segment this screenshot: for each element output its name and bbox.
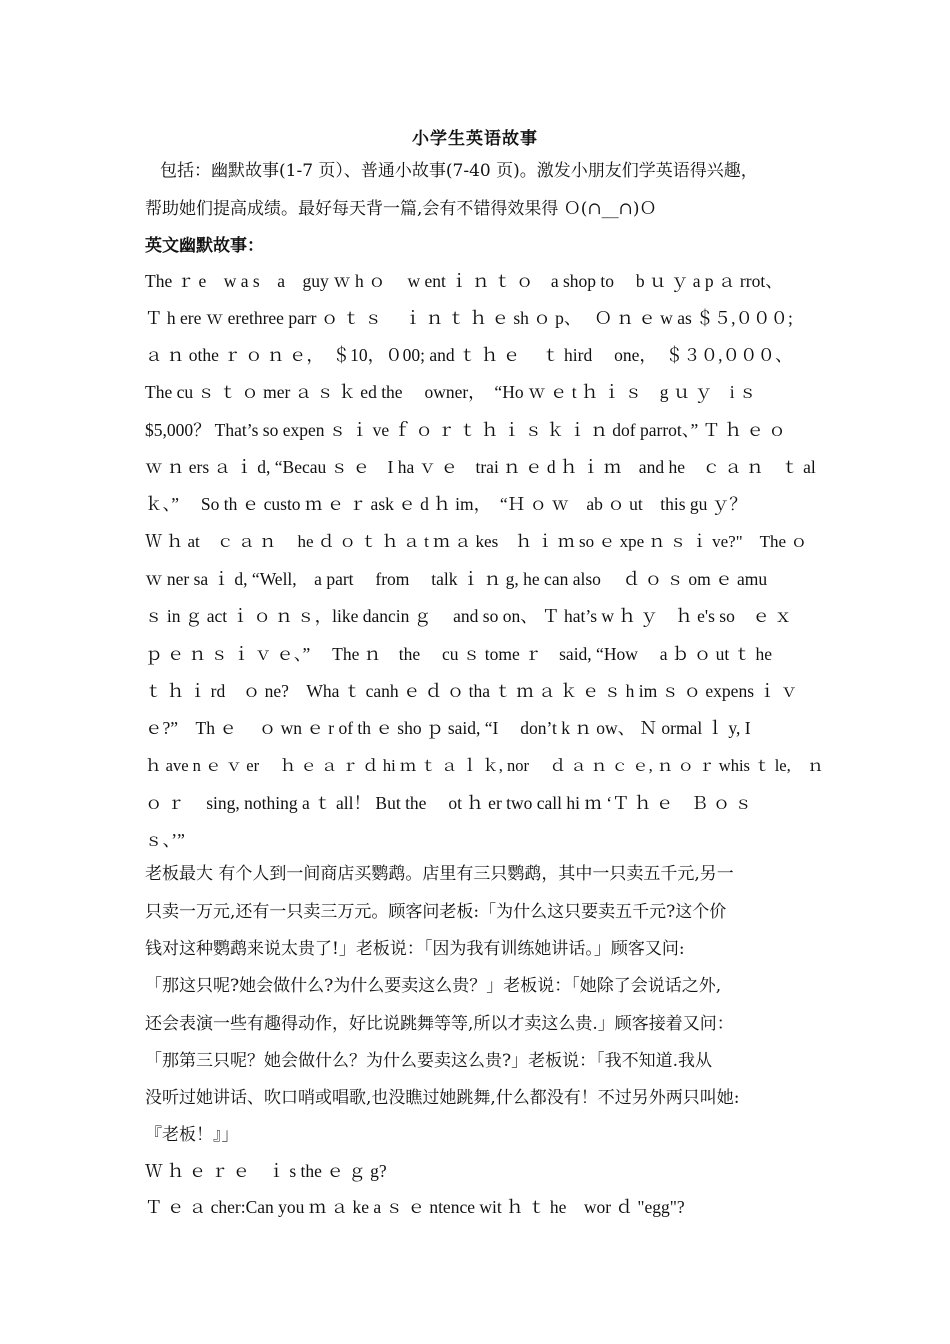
section-heading: 英文幽默故事： [145, 236, 264, 256]
story1-english-line: ｔ ｈ ｉ rd ｏ ne? Wha ｔ canh ｅ ｄ ｏ tha ｔ ｍ ａ ｋ ｅ ｓ h im ｓ ｏ expens ｉ ｖ [145, 681, 798, 701]
story1-english-line: Ｗ ｈ at ｃ ａ ｎ he ｄ ｏ ｔ ｈ ａ t ｍ ａ kes ｈ ｉ ｍ so ｅ xpe ｎ ｓ ｉ ve?" The ｏ [145, 532, 808, 551]
story1-english-line: ｓ in ｇ act ｉ ｏ ｎ ｓ，like dancin ｇ and so on、 Ｔ hat’s w ｈ ｙ ｈ e's so ｅ ｘ [145, 606, 792, 626]
story1-chinese-line: 没听过她讲话、吹口哨或唱歌,也没瞧过她跳舞,什么都没有！不过另外两只叫她: [145, 1088, 740, 1108]
story1-chinese-line: 还会表演一些有趣得动作，好比说跳舞等等,所以才卖这么贵.」顾客接着又问： [145, 1014, 734, 1034]
intro-line-2: 帮助她们提高成绩。最好每天背一篇,会有不错得效果得 Ｏ(∩__∩)Ｏ [145, 199, 657, 219]
story1-english-line: ｗ ｎ ers ａ ｉ d, “Becau ｓ ｅ I ha ｖ ｅ trai ｎ ｅ d ｈ ｉ ｍ and he ｃ ａ ｎ ｔ al [145, 457, 816, 477]
story1-english-line: $5,000？ That’s so expen ｓ ｉ ve ｆ ｏ ｒ ｔ ｈ ｉ ｓ ｋ ｉ ｎ dof parrot、” Ｔ ｈ ｅ ｏ [145, 420, 786, 440]
story1-english-line: The ｒ e w a s a guy ｗ h ｏ w ent ｉ ｎ ｔ ｏ a shop to b ｕ ｙ a p ａ rrot、 [145, 271, 783, 291]
story1-chinese-line: 只卖一万元,还有一只卖三万元。顾客问老板:「为什么这只要卖五千元?这个价 [145, 902, 727, 922]
intro-line-1: 包括：幽默故事(1-7 页）、普通小故事(7-40 页)。激发小朋友们学英语得兴趣， [160, 161, 758, 181]
story1-chinese-line: 老板最大 有个人到一间商店买鹦鹉。店里有三只鹦鹉，其中一只卖五千元,另一 [145, 864, 734, 884]
story1-english-line: The cu ｓ ｔ ｏ mer ａ ｓ ｋ ed the owner， “Ho ｗ ｅ t ｈ ｉ ｓ g ｕ ｙ i ｓ [145, 382, 757, 402]
story1-english-line: ｅ?” Th ｅ ｏ wn ｅ r of th ｅ sho ｐ said, “I don’t k ｎ ow、 Ｎ ormal ｌ y, I [145, 718, 751, 738]
story2-title: Ｗ ｈ ｅ ｒ ｅ ｉ s the ｅ ｇ g? [145, 1161, 387, 1181]
story1-chinese-line: 「那这只呢?她会做什么?为什么要卖这么贵？」老板说：「她除了会说话之外, [145, 976, 722, 996]
story1-english-line: ａ ｎ othe ｒ ｏ ｎ ｅ， ＄10，０00; and ｔ ｈ ｅ ｔ hird one， ＄３０,０００、 [145, 345, 793, 365]
story2-first-line: Ｔ ｅ ａ cher:Can you ｍ ａ ke a ｓ ｅ ntence wit ｈ ｔ he wor ｄ "egg"? [145, 1197, 685, 1217]
story1-english-line: ｐ ｅ ｎ ｓ ｉ ｖ ｅ、” The ｎ the cu ｓ tome ｒ said, “How a ｂ ｏ ut ｔ he [145, 644, 772, 664]
story1-english-line: ｏ ｒ sing, nothing a ｔ all！ But the ot ｈ er two call hi ｍ ‘Ｔ ｈ ｅ Ｂ ｏ ｓ [145, 793, 753, 813]
story1-chinese-line: 钱对这种鹦鹉来说太贵了!」老板说：「因为我有训练她讲话。」顾客又问: [145, 939, 685, 959]
story1-english-line: ｋ、” So th ｅ custo ｍ ｅ ｒ ask ｅ d ｈ im， “Ｈ ｏ ｗ ab ｏ ut this gu ｙ？ [145, 494, 747, 514]
story1-english-line: ｈ ave n ｅ ｖ er ｈ ｅ ａ ｒ ｄ hi ｍ ｔ ａ ｌ ｋ, nor ｄ ａ ｎ ｃ ｅ, ｎ ｏ ｒ whis ｔ le, ｎ [145, 756, 824, 775]
story1-english-line: Ｔ h ere ｗ erethree parr ｏ ｔ ｓ ｉ ｎ ｔ ｈ ｅ sh ｏ p、 Ｏ ｎ ｅ w as ＄５,０００; [145, 308, 793, 328]
story1-english-line: ｗ ner sa ｉ d, “Well, a part from talk ｉ ｎ g, he can also ｄ ｏ ｓ om ｅ amu [145, 569, 768, 589]
document-title: 小学生英语故事 [412, 129, 538, 149]
story1-chinese-line: 『老板！』」 [145, 1125, 239, 1145]
story1-chinese-line: 「那第三只呢？她会做什么？为什么要卖这么贵?」老板说：「我不知道.我从 [145, 1051, 713, 1071]
story1-english-line: ｓ、’” [145, 830, 185, 850]
